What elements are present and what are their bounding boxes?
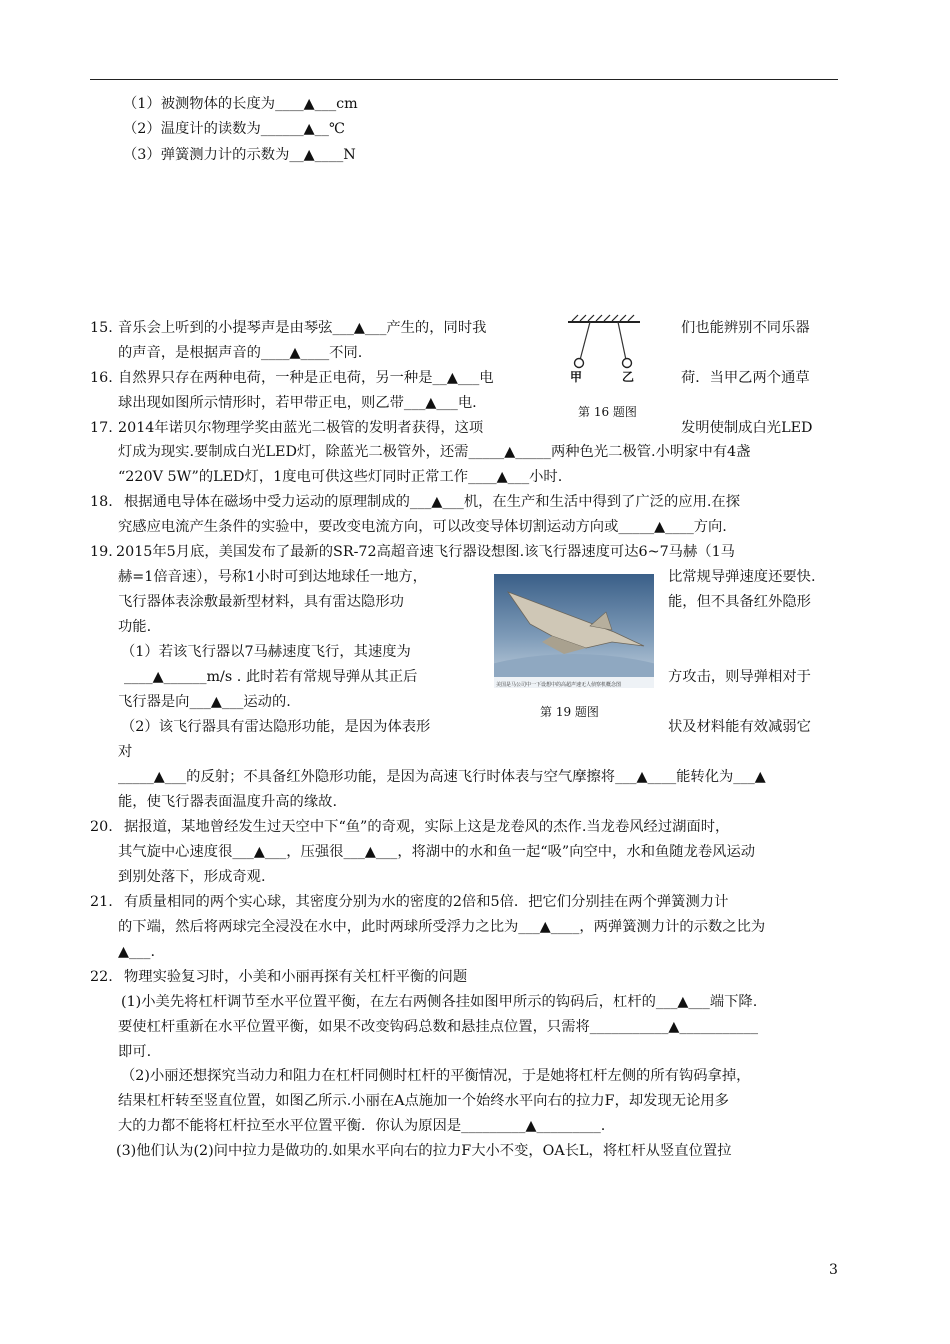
q19-fig-caption: 第 19 题图 — [540, 705, 599, 719]
q19-line1: 2015年5月底，美国发布了最新的SR-72高超音速飞行器设想图.该飞行器速度可达6~7马赫（1马 — [116, 544, 735, 560]
q19-line7: 飞行器是向___▲___运动的. — [118, 694, 291, 710]
q17-line1a: 2014年诺贝尔物理学奖由蓝光二极管的发明者获得，这项 — [118, 420, 484, 436]
q22-number: 22. — [90, 969, 113, 985]
q22-line1: 物理实验复习时，小美和小丽再探有关杠杆平衡的问题 — [124, 969, 468, 985]
q16-number: 16. — [90, 370, 113, 386]
q19-line8a: （2）该飞行器具有雷达隐形功能，是因为体表形 — [121, 719, 431, 735]
q17-number: 17. — [90, 420, 113, 436]
q22-line7: 大的力都不能将杠杆拉至水平位置平衡．你认为原因是_________▲_________. — [118, 1118, 606, 1134]
q18-number: 18. — [90, 494, 113, 510]
q19-photo-caption: 美国是马公司中一下设想中的高超声速无人侦察机概念图 — [496, 682, 622, 688]
q19-line11: 能，使飞行器表面温度升高的缘故. — [118, 794, 337, 810]
q15-number: 15. — [90, 320, 113, 336]
q19-line2b: 比常规导弹速度还要快. — [668, 569, 816, 585]
q18-line2: 究感应电流产生条件的实验中，要改变电流方向，可以改变导体切割运动方向或_____▲____方向. — [118, 519, 727, 535]
q19-aircraft-photo — [494, 574, 654, 688]
q15-line1a: 音乐会上听到的小提琴声是由琴弦___▲___产生的，同时我 — [118, 320, 487, 336]
q15-line2: 的声音，是根据声音的____▲____不同. — [118, 345, 363, 361]
q17-line3: “220V 5W”的LED灯，1度电可供这些灯同时正常工作____▲___小时. — [118, 469, 563, 485]
q16-label-yi: 乙 — [622, 370, 635, 384]
header-rule — [90, 79, 838, 80]
q19-number: 19. — [90, 544, 113, 560]
q16-line1b: 荷．当甲乙两个通草 — [681, 370, 810, 386]
page-number: 3 — [829, 1262, 838, 1278]
q22-line3: 要使杠杆重新在水平位置平衡，如果不改变钩码总数和悬挂点位置，只需将___________▲___________ — [118, 1019, 759, 1035]
q14-line2: （2）温度计的读数为______▲__℃ — [123, 121, 345, 137]
q20-line1: 据报道，某地曾经发生过天空中下“鱼”的奇观，实际上这是龙卷风的杰作.当龙卷风经过湖面时， — [124, 819, 730, 835]
q22-line6: 结果杠杆转至竖直位置，如图乙所示.小丽在A点施加一个始终水平向右的拉力F，却发现无论用多 — [118, 1093, 729, 1109]
q21-line3: ▲___. — [118, 944, 155, 960]
q16-fig-caption: 第 16 题图 — [578, 405, 637, 419]
q18-line1: 根据通电导体在磁场中受力运动的原理制成的___▲___机，在生产和生活中得到了广泛的应用.在探 — [124, 494, 741, 510]
q22-line4: 即可. — [118, 1044, 152, 1060]
q19-line6b: 方攻击，则导弹相对于 — [668, 669, 811, 685]
q21-number: 21. — [90, 894, 113, 910]
q16-line2: 球出现如图所示情形时，若甲带正电，则乙带___▲___电. — [118, 395, 477, 411]
q17-line1b: 发明使制成白光LED — [681, 420, 813, 436]
q20-line2: 其气旋中心速度很___▲___，压强很___▲___，将湖中的水和鱼一起“吸”向空中，水和鱼随龙卷风运动 — [118, 844, 756, 860]
q22-line2: (1)小美先将杠杆调节至水平位置平衡，在左右两侧各挂如图甲所示的钩码后，杠杆的___▲___端下降. — [121, 994, 758, 1010]
q19-line3a: 飞行器体表涂敷最新型材料，具有雷达隐形功 — [118, 594, 404, 610]
q22-line5: （2)小丽还想探究当动力和阻力在杠杆同侧时杠杆的平衡情况，于是她将杠杆左侧的所有钩码拿掉， — [121, 1068, 751, 1084]
q20-line3: 到别处落下，形成奇观. — [118, 869, 266, 885]
q20-number: 20. — [90, 819, 113, 835]
q14-line1: （1）被测物体的长度为____▲___cm — [123, 96, 358, 112]
q17-line2: 灯成为现实.要制成白光LED灯，除蓝光二极管外，还需_____▲_____两种色光二极管.小明家中有4盏 — [118, 444, 751, 460]
q19-line9: 对 — [118, 744, 133, 760]
q22-line8: (3)他们认为(2)问中拉力是做功的.如果水平向右的拉力F大小不变，OA长L，将杠杆从竖直位置拉 — [116, 1143, 732, 1159]
q16-line1a: 自然界只存在两种电荷，一种是正电荷，另一种是__▲___电 — [118, 370, 494, 386]
q14-line3: （3）弹簧测力计的示数为__▲____N — [123, 147, 356, 163]
q19-line6a: ____▲______m/s . 此时若有常规导弹从其正后 — [124, 669, 418, 685]
q16-label-jia: 甲 — [570, 370, 583, 384]
q19-line8b: 状及材料能有效减弱它 — [668, 719, 811, 735]
q19-line10: _____▲___的反射；不具备红外隐形功能，是因为高速飞行时体表与空气摩擦将___▲____能转化为___▲ — [118, 769, 766, 785]
q21-line1: 有质量相同的两个实心球，其密度分别为水的密度的2倍和5倍．把它们分别挂在两个弹簧测力计 — [124, 894, 729, 910]
q19-line3b: 能，但不具备红外隐形 — [668, 594, 811, 610]
q19-line4: 功能. — [118, 619, 152, 635]
q19-line2a: 赫=1倍音速），号称1小时可到达地球任一地方， — [118, 569, 427, 585]
q21-line2: 的下端，然后将两球完全浸没在水中，此时两球所受浮力之比为___▲____，两弹簧测力计的示数之比为 — [118, 919, 766, 935]
q15-line1b: 们也能辨别不同乐器 — [681, 320, 810, 336]
q19-line5: （1）若该飞行器以7马赫速度飞行，其速度为 — [121, 644, 411, 660]
